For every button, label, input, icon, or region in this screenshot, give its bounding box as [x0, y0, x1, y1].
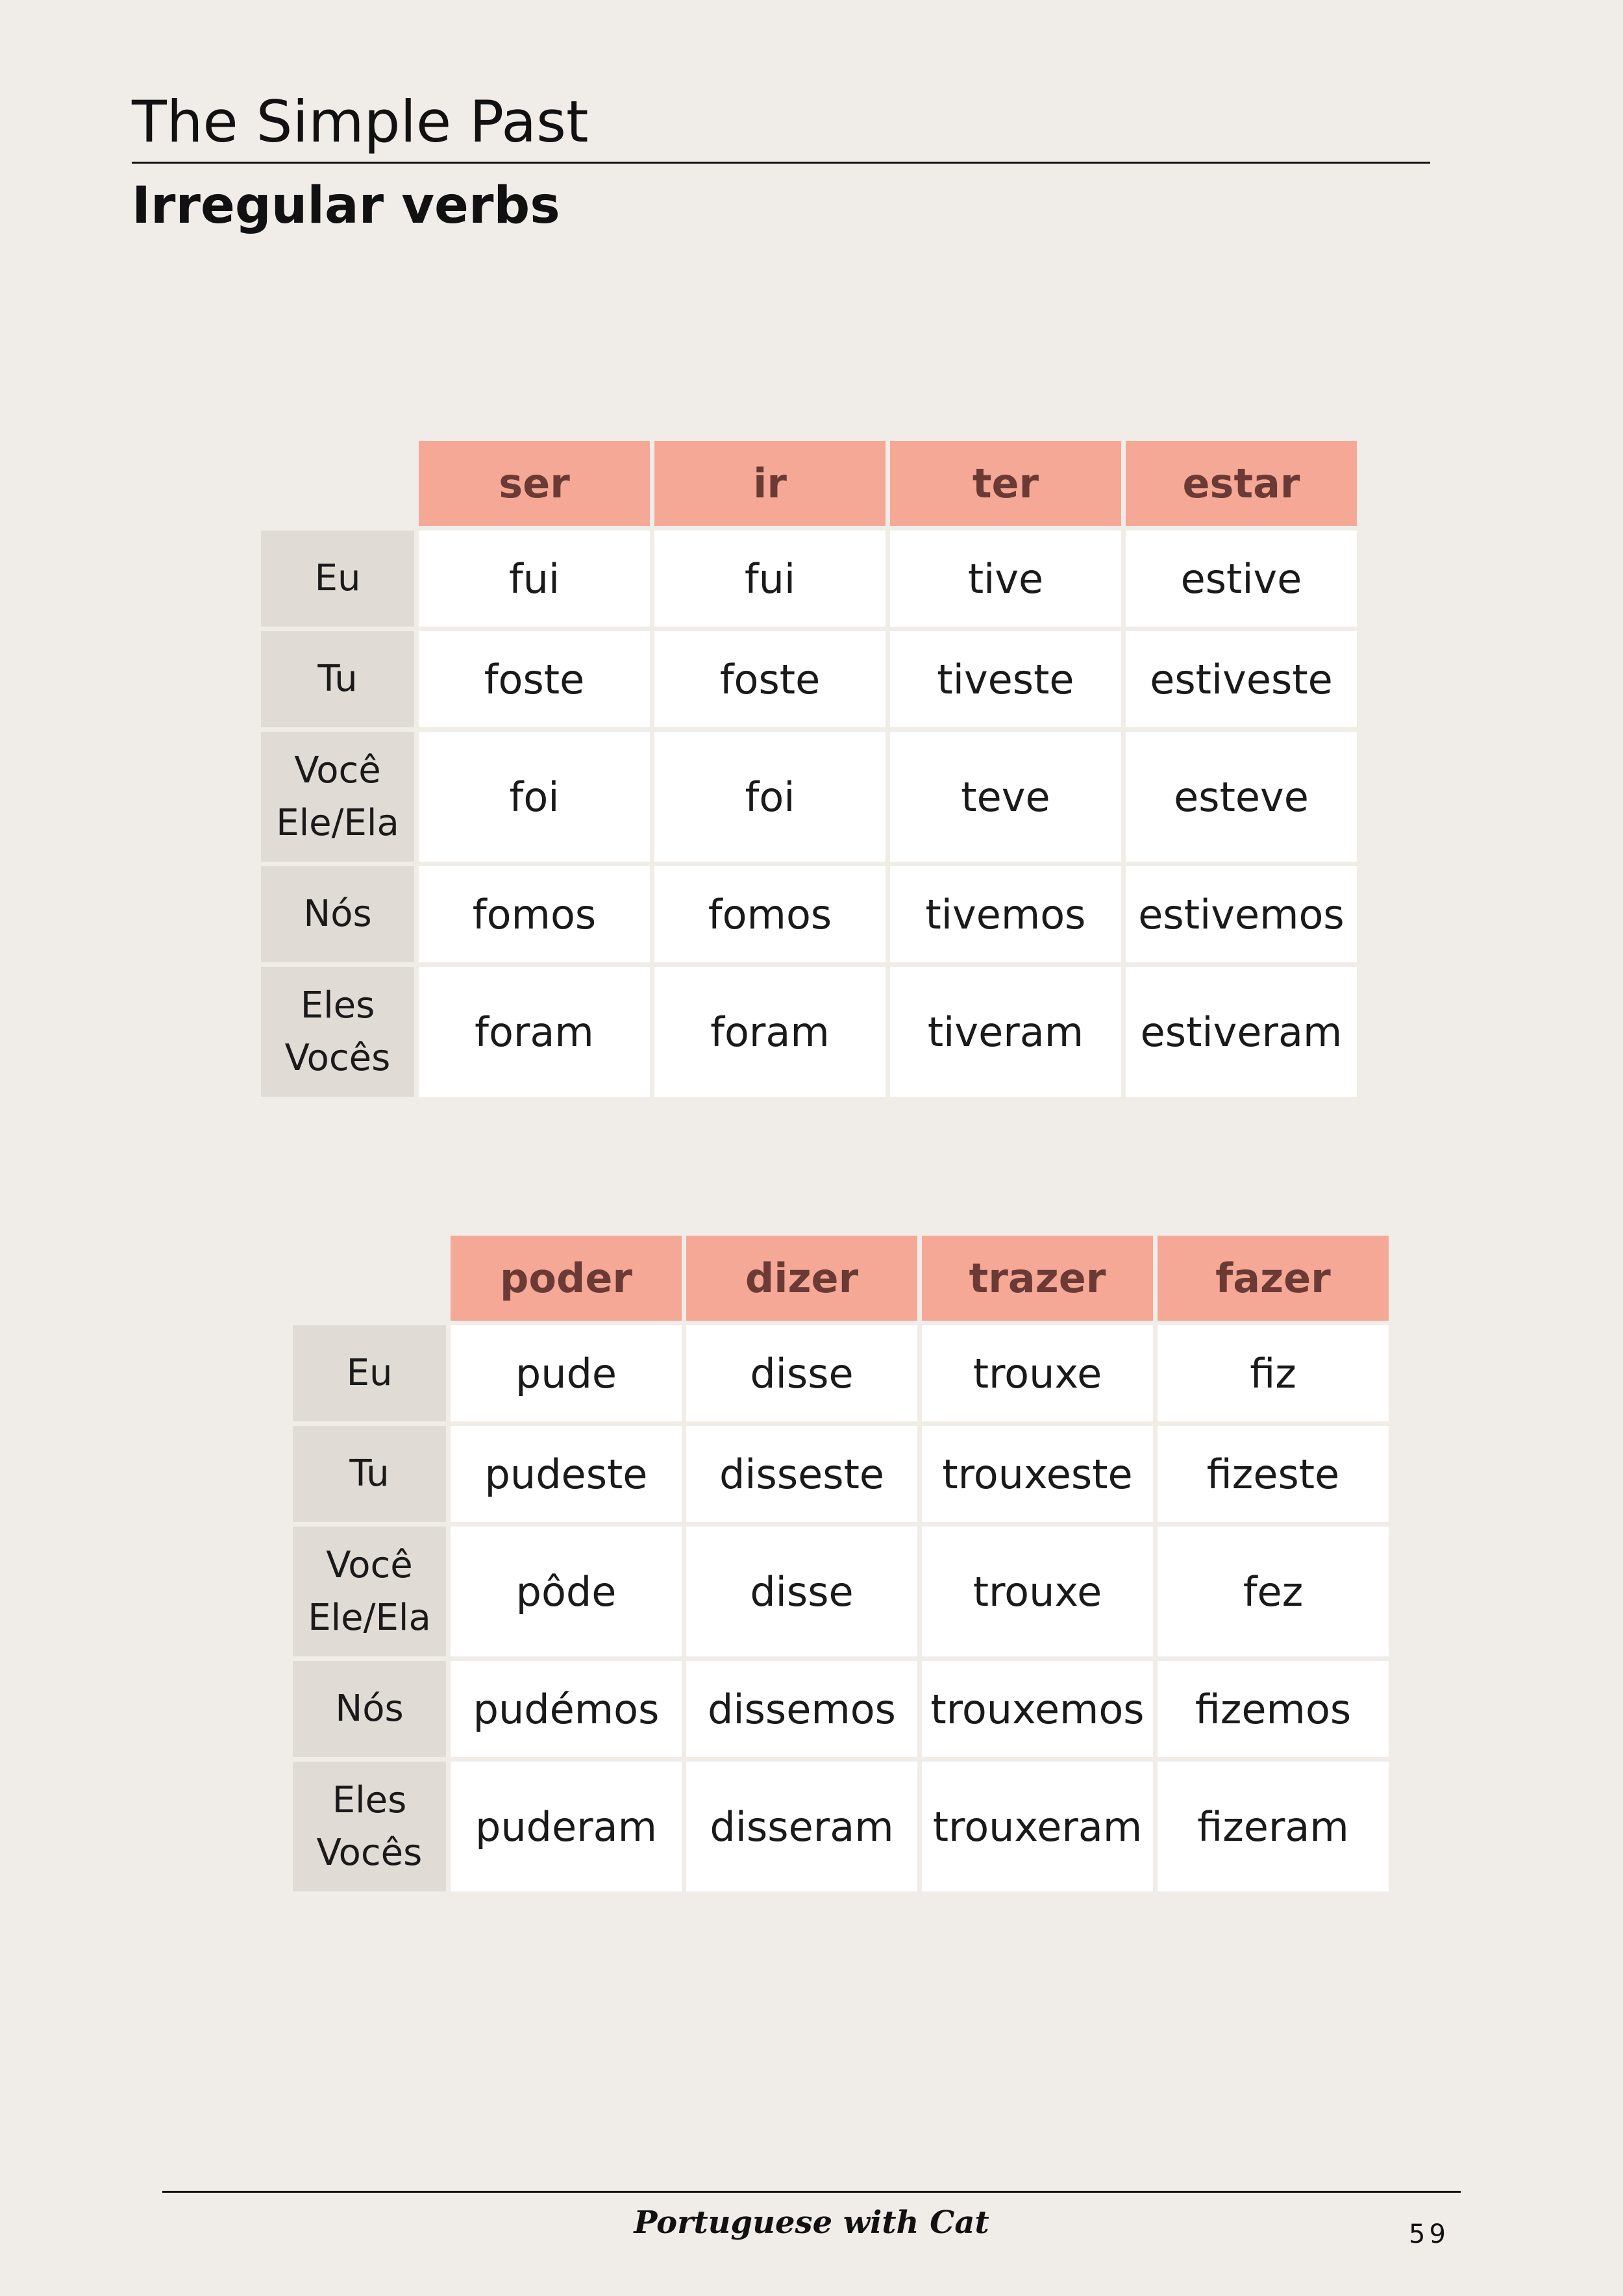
- footer-brand: Portuguese with Cat: [634, 2204, 989, 2241]
- conjugation-cell: estiveste: [1126, 631, 1357, 727]
- pronoun-label: Ele/Ela: [276, 802, 399, 844]
- conjugation-cell: foram: [419, 967, 650, 1097]
- pronoun-label: Você: [294, 749, 381, 792]
- conjugation-cell: fizeste: [1158, 1426, 1389, 1522]
- conjugation-cell: dissemos: [686, 1661, 917, 1757]
- page-subtitle: Irregular verbs: [132, 177, 560, 235]
- conjugation-cell: fomos: [419, 866, 650, 962]
- pronoun-label: Nós: [335, 1688, 404, 1730]
- conjugation-cell: trouxeram: [922, 1762, 1153, 1891]
- verb-header: trazer: [922, 1236, 1153, 1321]
- conjugation-cell: fizeram: [1158, 1762, 1389, 1891]
- pronoun-label: Tu: [349, 1453, 390, 1495]
- verb-header: fazer: [1158, 1236, 1389, 1321]
- verb-header: ir: [654, 441, 886, 526]
- pronoun-label: Tu: [317, 658, 358, 701]
- conjugation-cell: teve: [890, 732, 1121, 862]
- pronoun-label: Nós: [303, 893, 372, 936]
- pronoun-cell: [293, 1325, 446, 1421]
- conjugation-cell: trouxeste: [922, 1426, 1153, 1522]
- conjugation-cell: foi: [654, 732, 886, 862]
- conjugation-cell: pôde: [451, 1527, 682, 1656]
- conjugation-cell: foram: [654, 967, 886, 1097]
- conjugation-cell: fiz: [1158, 1325, 1389, 1421]
- conjugation-cell: disseram: [686, 1762, 917, 1891]
- table-row: [261, 967, 1357, 1097]
- pronoun-label: Eles: [332, 1778, 407, 1821]
- conjugation-cell: trouxemos: [922, 1661, 1153, 1757]
- table-row: [261, 732, 1357, 862]
- conjugation-cell: estivemos: [1126, 866, 1357, 962]
- pronoun-cell: [293, 1527, 446, 1656]
- conjugation-cell: foste: [654, 631, 886, 727]
- table-row: [293, 1527, 1389, 1656]
- conjugation-cell: tiveram: [890, 967, 1121, 1097]
- verb-header: poder: [451, 1236, 682, 1321]
- table-row: [293, 1661, 1389, 1757]
- conjugation-cell: estive: [1126, 530, 1357, 627]
- pronoun-label: Vocês: [284, 1037, 391, 1079]
- pronoun-cell: [261, 732, 414, 862]
- pronoun-label: Você: [326, 1543, 413, 1586]
- table-corner: [293, 1236, 446, 1321]
- conjugation-table-2: [288, 1231, 1393, 1896]
- conjugation-table-1: [256, 436, 1361, 1101]
- conjugation-cell: fomos: [654, 866, 886, 962]
- pronoun-cell: [261, 530, 414, 627]
- conjugation-cell: disseste: [686, 1426, 917, 1522]
- pronoun-label: Ele/Ela: [308, 1597, 431, 1639]
- table-row: [293, 1325, 1389, 1421]
- conjugation-cell: trouxe: [922, 1325, 1153, 1421]
- pronoun-cell: [293, 1426, 446, 1522]
- conjugation-cell: pude: [451, 1325, 682, 1421]
- conjugation-cell: trouxe: [922, 1527, 1153, 1656]
- page-title: The Simple Past: [132, 88, 589, 155]
- conjugation-cell: fui: [654, 530, 886, 627]
- pronoun-cell: [293, 1762, 446, 1891]
- conjugation-cell: fizemos: [1158, 1661, 1389, 1757]
- conjugation-cell: disse: [686, 1325, 917, 1421]
- conjugation-cell: puderam: [451, 1762, 682, 1891]
- pronoun-label: Vocês: [316, 1832, 423, 1874]
- conjugation-cell: disse: [686, 1527, 917, 1656]
- table-row: [261, 530, 1357, 627]
- conjugation-cell: tiveste: [890, 631, 1121, 727]
- conjugation-cell: foste: [419, 631, 650, 727]
- conjugation-cell: foi: [419, 732, 650, 862]
- pronoun-cell: [293, 1661, 446, 1757]
- table-corner: [261, 441, 414, 526]
- pronoun-label: Eles: [300, 984, 375, 1027]
- title-divider: [132, 162, 1430, 164]
- table-row: [261, 866, 1357, 962]
- pronoun-cell: [261, 967, 414, 1097]
- conjugation-cell: pudémos: [451, 1661, 682, 1757]
- verb-header: estar: [1126, 441, 1357, 526]
- conjugation-cell: fez: [1158, 1527, 1389, 1656]
- conjugation-cell: tivemos: [890, 866, 1121, 962]
- pronoun-label: Eu: [346, 1352, 393, 1395]
- conjugation-cell: estiveram: [1126, 967, 1357, 1097]
- verb-header: ser: [419, 441, 650, 526]
- pronoun-cell: [261, 631, 414, 727]
- table-row: [293, 1426, 1389, 1522]
- conjugation-cell: esteve: [1126, 732, 1357, 862]
- footer-divider: [162, 2191, 1461, 2193]
- pronoun-cell: [261, 866, 414, 962]
- page-number: 59: [1409, 2219, 1450, 2249]
- conjugation-cell: pudeste: [451, 1426, 682, 1522]
- table-row: [261, 631, 1357, 727]
- table-row: [293, 1762, 1389, 1891]
- verb-header: dizer: [686, 1236, 917, 1321]
- conjugation-cell: fui: [419, 530, 650, 627]
- pronoun-label: Eu: [314, 557, 361, 600]
- verb-header: ter: [890, 441, 1121, 526]
- conjugation-cell: tive: [890, 530, 1121, 627]
